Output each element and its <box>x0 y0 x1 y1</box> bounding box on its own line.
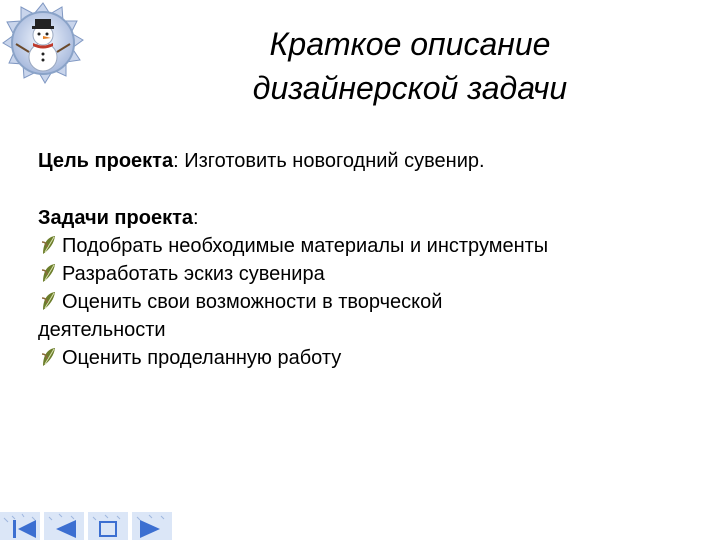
slide-navigation <box>0 508 175 540</box>
task-item-label: Оценить свои возможности в творческой <box>62 291 443 313</box>
leaf-bullet-icon <box>39 290 61 312</box>
title-line-2: дизайнерской задачи <box>252 70 568 106</box>
snowman-logo-icon <box>2 2 84 84</box>
first-slide-button[interactable] <box>0 508 40 540</box>
task-item <box>38 288 698 316</box>
leaf-bullet-icon <box>39 262 61 284</box>
leaf-bullet-icon <box>39 346 61 368</box>
project-tasks <box>38 204 698 372</box>
task-item-label: Подобрать необходимые материалы и инструменты <box>62 235 549 257</box>
previous-slide-button[interactable] <box>44 508 84 540</box>
goal-label: Цель проекта <box>38 150 174 172</box>
task-item-label: Оценить проделанную работу <box>62 347 342 369</box>
task-item-label: Разработать эскиз сувенира <box>62 263 325 285</box>
leaf-bullet-icon <box>39 234 61 256</box>
page-title <box>160 22 660 110</box>
task-item <box>38 232 698 260</box>
next-slide-button[interactable] <box>132 508 172 540</box>
task-item-continuation: деятельности <box>38 319 166 341</box>
goal-separator: : <box>173 150 185 172</box>
home-slide-button[interactable] <box>88 508 128 540</box>
project-goal <box>38 148 698 174</box>
tasks-label: Задачи проекта <box>38 207 193 229</box>
tasks-heading <box>38 204 698 232</box>
tasks-separator: : <box>193 207 199 229</box>
goal-text: Изготовить новогодний сувенир. <box>184 150 485 172</box>
task-item <box>38 344 698 372</box>
task-item <box>38 260 698 288</box>
title-line-1: Краткое описание <box>269 26 551 62</box>
